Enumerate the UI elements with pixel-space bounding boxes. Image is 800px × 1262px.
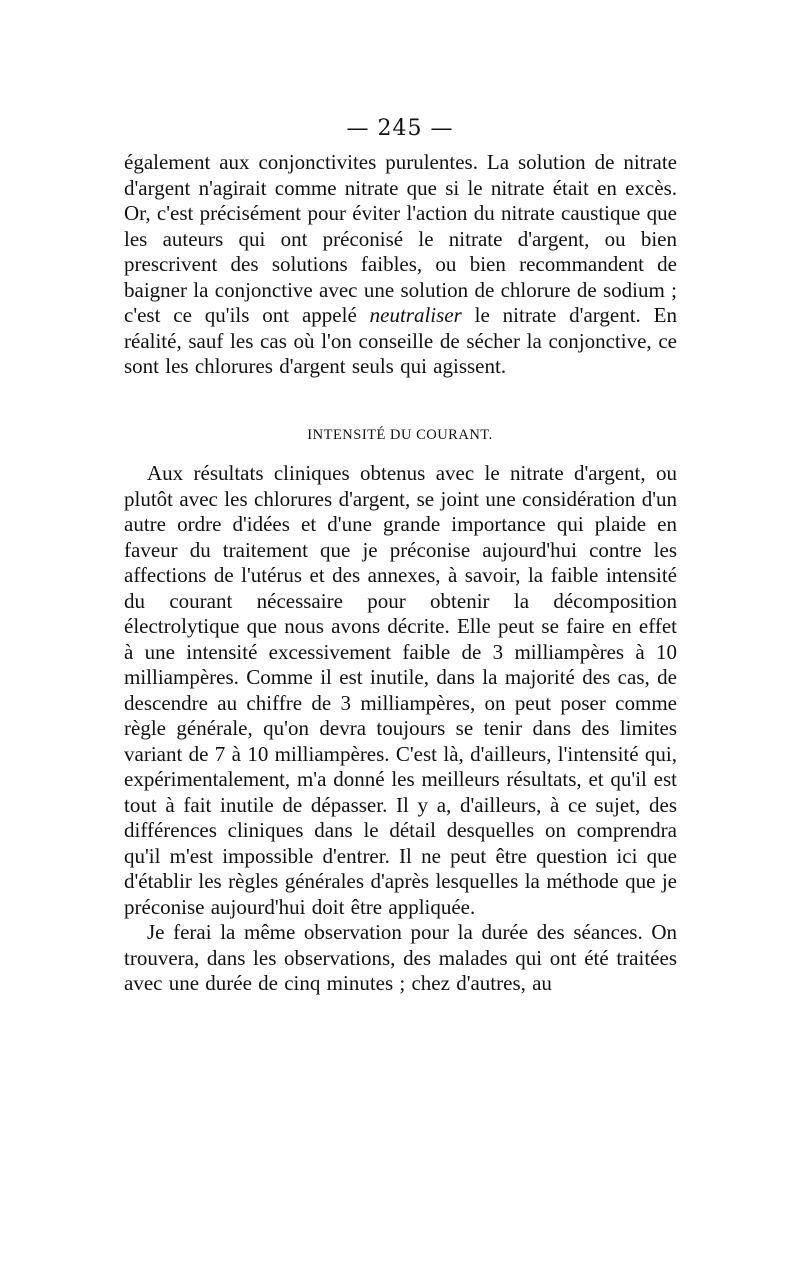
section-body: [124, 461, 677, 997]
italic-term: neutraliser: [369, 303, 462, 327]
page-number: — 245 —: [346, 116, 454, 141]
body-paragraph-1: Aux résultats cliniques obtenus avec le nitrate d'argent, ou plutôt avec les chlorures d'argent, se joint une considération d'un autre ordre d'idées et d'une grande importance qui plaide en faveur du traitement que je préconise aujourd'hui contre les affections de l'utérus et des annexes, à savoir, la faible intensité du courant nécessaire pour obtenir la décomposition électrolytique que nous avons décrite. Elle peut se faire en effet à une intensité excessivement faible de 3 milliampères à 10 milliampères. Comme il est inutile, dans la majorité des cas, de descendre au chiffre de 3 milliampères, on peut poser comme règle générale, qu'on devra toujours se tenir dans des limites variant de 7 à 10 milliampères. C'est là, d'ailleurs, l'intensité qui, expérimentalement, m'a donné les meilleurs résultats, et qu'il est tout à fait inutile de dépasser. Il y a, d'ailleurs, à ce sujet, des différences cliniques dans le détail desquelles on comprendra qu'il m'est impossible d'entrer. Il ne peut être question ici que d'établir les règles générales d'après lesquelles la méthode que je préconise aujourd'hui doit être appliquée.: [124, 461, 677, 919]
body-paragraph-2: Je ferai la même observation pour la durée des séances. On trouvera, dans les observations, des malades qui ont été traitées avec une durée de cinq minutes ; chez d'autres, au: [124, 920, 677, 995]
opening-paragraph-text-end: le nitrate d'argent. En réalité, sauf les cas où l'on conseille de sécher la conjonctive, ce sont les chlorures d'argent seuls qui agissent.: [124, 303, 677, 378]
section-heading: INTENSITÉ DU COURANT.: [307, 427, 493, 443]
opening-paragraph-text-start: également aux conjonctivites purulentes. La solution de nitrate d'argent n'agirait comme nitrate que si le nitrate était en excès. Or, c'est précisément pour éviter l'action du nitrate caustique que les auteurs qui ont préconisé le nitrate d'argent, ou bien prescrivent des solutions faibles, ou bien recommandent de baigner la conjonctive avec une solution de chlorure de sodium ; c'est ce qu'ils ont appelé: [124, 150, 677, 327]
opening-paragraph: [124, 150, 677, 380]
opening-paragraph-block: [124, 150, 677, 380]
